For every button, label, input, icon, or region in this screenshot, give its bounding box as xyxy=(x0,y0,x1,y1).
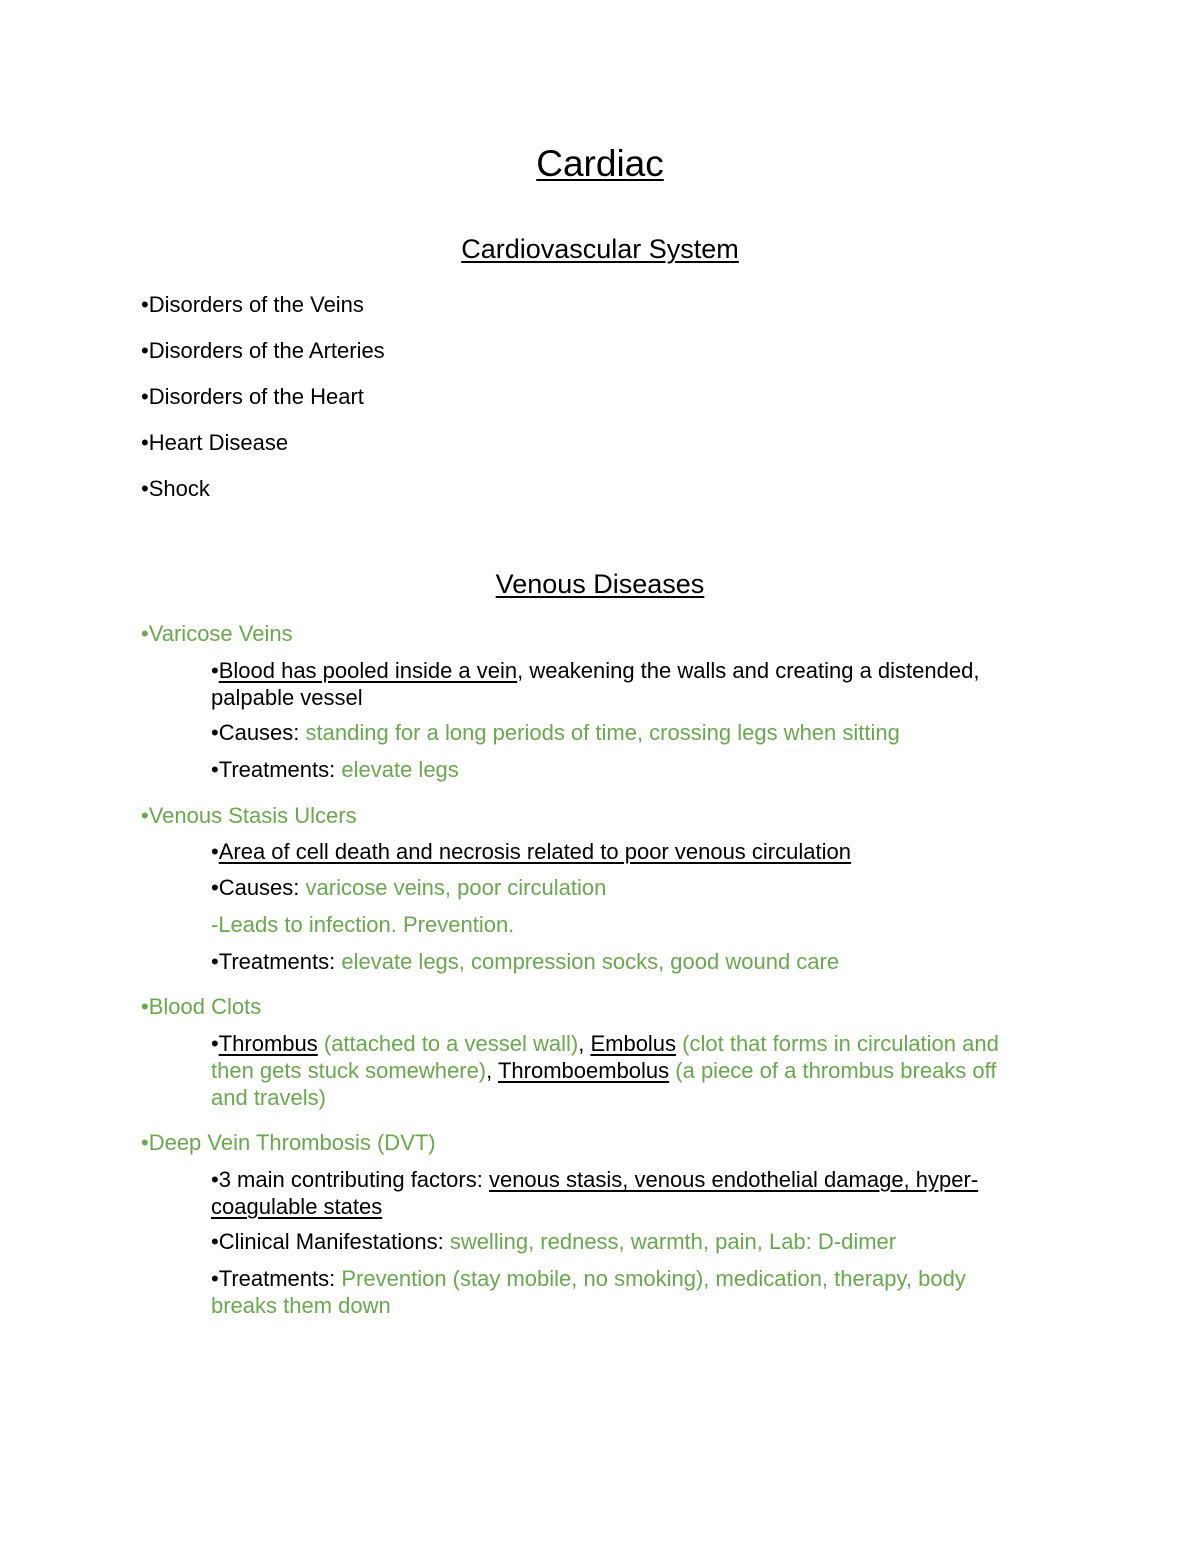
varicose-definition-key: Blood has pooled inside a vein xyxy=(218,658,518,683)
list-item: •Heart Disease xyxy=(141,430,289,455)
ulcers-causes: •Causes: varicose veins, poor circulation xyxy=(211,875,607,900)
topic-venous-stasis-ulcers: •Venous Stasis Ulcers xyxy=(141,803,357,828)
list-item: •Disorders of the Veins xyxy=(141,292,364,317)
dvt-clinical: •Clinical Manifestations: swelling, redness, warmth, pain, Lab: D-dimer xyxy=(211,1229,897,1254)
dvt-factors: •3 main contributing factors: venous stasis, venous endothelial damage, hyper- xyxy=(211,1167,979,1192)
varicose-definition: •Blood has pooled inside a vein, weakening the walls and creating a distended, xyxy=(211,658,980,683)
topic-blood-clots: •Blood Clots xyxy=(141,994,262,1019)
varicose-causes: •Causes: standing for a long periods of time, crossing legs when sitting xyxy=(211,720,900,745)
dvt-treatments: •Treatments: Prevention (stay mobile, no smoking), medication, therapy, body xyxy=(211,1266,966,1291)
list-item: •Disorders of the Heart xyxy=(141,384,364,409)
varicose-treatments: •Treatments: elevate legs xyxy=(211,757,459,782)
dvt-factors-cont: coagulable states xyxy=(211,1194,383,1219)
clots-definitions-end: and travels) xyxy=(211,1085,326,1110)
topic-dvt: •Deep Vein Thrombosis (DVT) xyxy=(141,1130,436,1155)
clots-definitions: •Thrombus (attached to a vessel wall), Embolus (clot that forms in circulation and xyxy=(211,1031,999,1056)
topic-varicose-veins: •Varicose Veins xyxy=(141,621,293,646)
varicose-definition-cont: palpable vessel xyxy=(211,685,363,710)
section-heading-venous-diseases: Venous Diseases xyxy=(495,569,705,599)
clots-definitions-cont: then gets stuck somewhere), Thromboembolus (a piece of a thrombus breaks off xyxy=(211,1058,997,1083)
list-item: •Shock xyxy=(141,476,210,501)
ulcers-definition: •Area of cell death and necrosis related to poor venous circulation xyxy=(211,839,851,864)
ulcers-treatments: •Treatments: elevate legs, compression socks, good wound care xyxy=(211,949,840,974)
dvt-treatments-cont: breaks them down xyxy=(211,1293,391,1318)
list-item: •Disorders of the Arteries xyxy=(141,338,385,363)
page-title: Cardiac xyxy=(536,143,664,184)
ulcers-note: -Leads to infection. Prevention. xyxy=(211,912,515,937)
section-heading-cardiovascular: Cardiovascular System xyxy=(461,234,739,264)
